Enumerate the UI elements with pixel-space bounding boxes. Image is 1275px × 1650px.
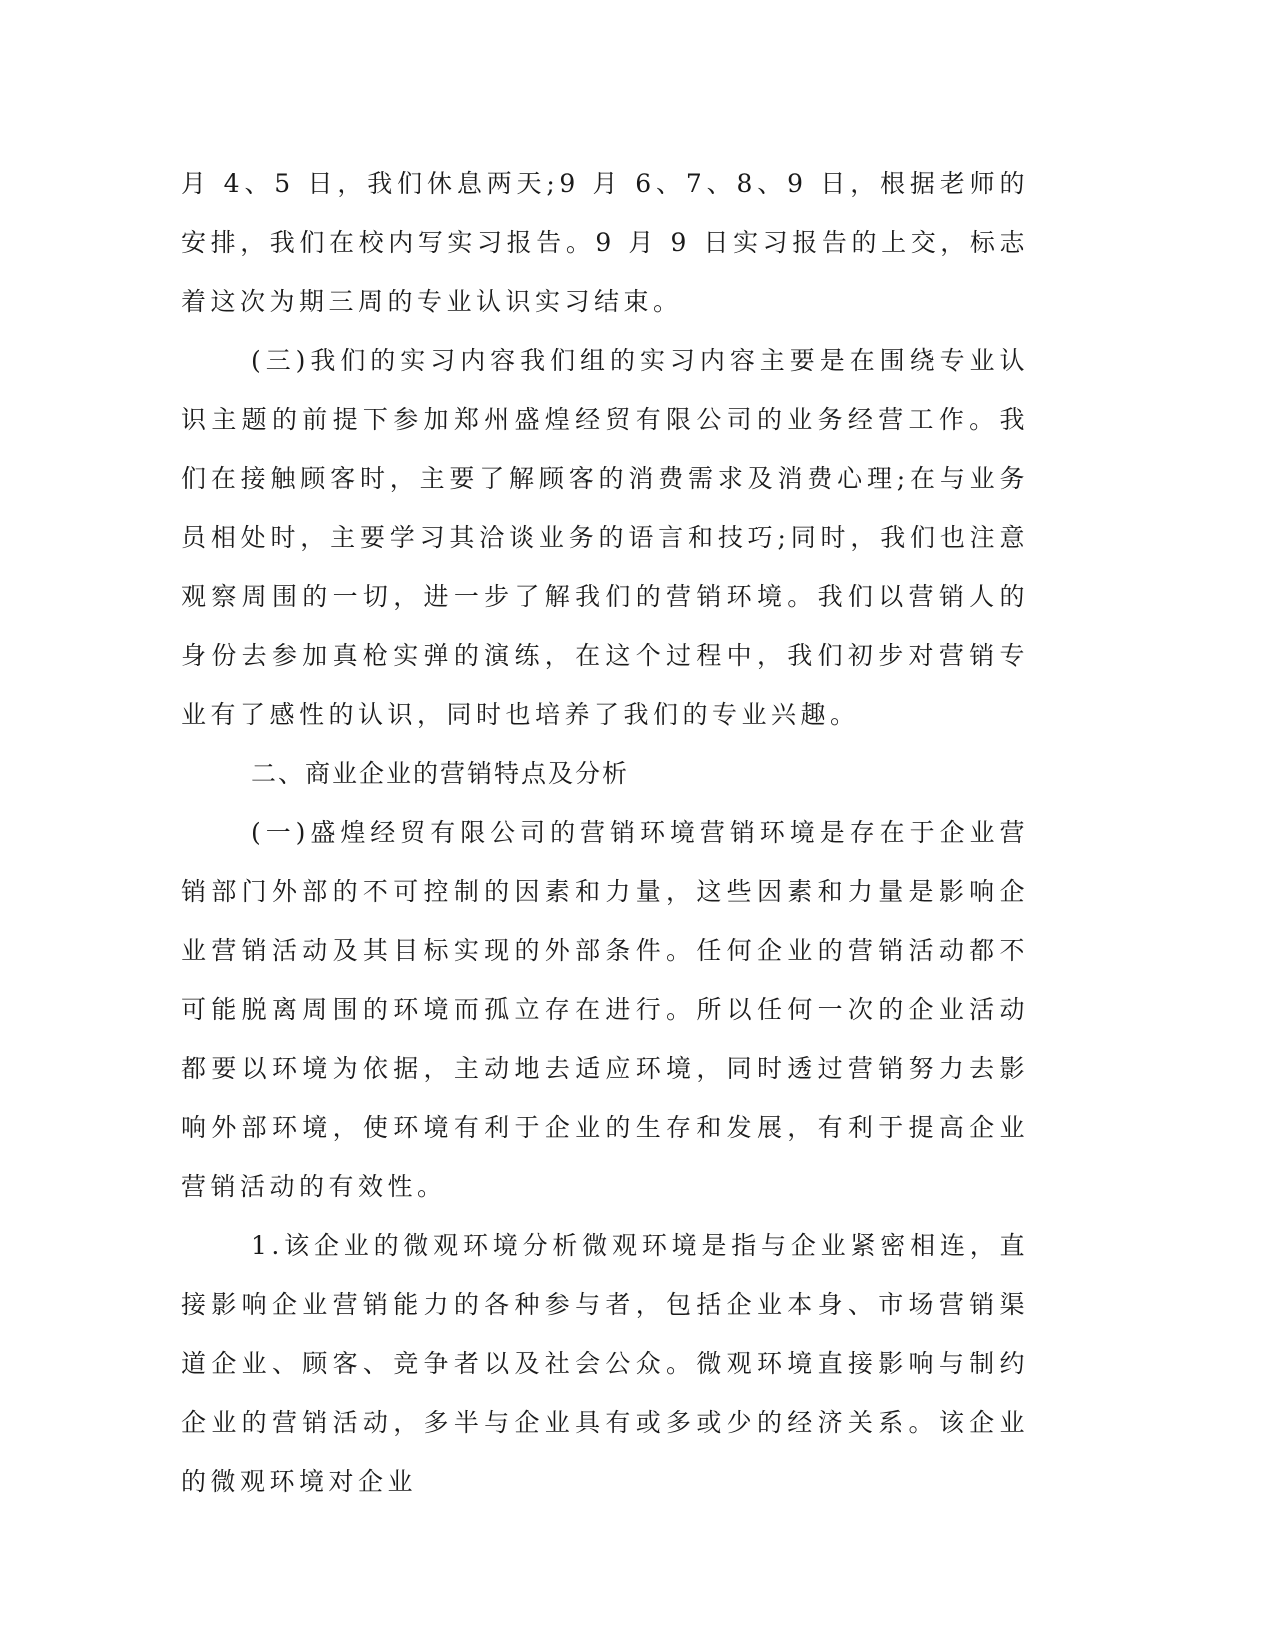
paragraph-micro-environment: 1.该企业的微观环境分析微观环境是指与企业紧密相连，直接影响企业营销能力的各种参与者，包括企业本身、市场营销渠道企业、顾客、竞争者以及社会公众。微观环境直接影响与制约企业的营销活动，多半与企业具有或多或少的经济关系。该企业的微观环境对企业	[181, 1231, 1029, 1496]
section-heading: 二、商业企业的营销特点及分析	[251, 759, 630, 788]
paragraph-internship-content: (三)我们的实习内容我们组的实习内容主要是在围绕专业认识主题的前提下参加郑州盛煌经贸有限公司的业务经营工作。我们在接触顾客时，主要了解顾客的消费需求及消费心理;在与业务员相处时，主要学习其洽谈业务的语言和技巧;同时，我们也注意观察周围的一切，进一步了解我们的营销环境。我们以营销人的身份去参加真枪实弹的演练，在这个过程中，我们初步对营销专业有了感性的认识，同时也培养了我们的专业兴趣。	[181, 346, 1029, 729]
paragraph-marketing-environment: (一)盛煌经贸有限公司的营销环境营销环境是存在于企业营销部门外部的不可控制的因素和力量，这些因素和力量是影响企业营销活动及其目标实现的外部条件。任何企业的营销活动都不可能脱离周围的环境而孤立存在进行。所以任何一次的企业活动都要以环境为依据，主动地去适应环境，同时透过营销努力去影响外部环境，使环境有利于企业的生存和发展，有利于提高企业营销活动的有效性。	[181, 818, 1029, 1201]
paragraph-schedule: 月 4、5 日，我们休息两天;9 月 6、7、8、9 日，根据老师的安排，我们在校内写实习报告。9 月 9 日实习报告的上交，标志着这次为期三周的专业认识实习结束。	[181, 169, 1029, 316]
document-body	[181, 154, 1029, 1511]
